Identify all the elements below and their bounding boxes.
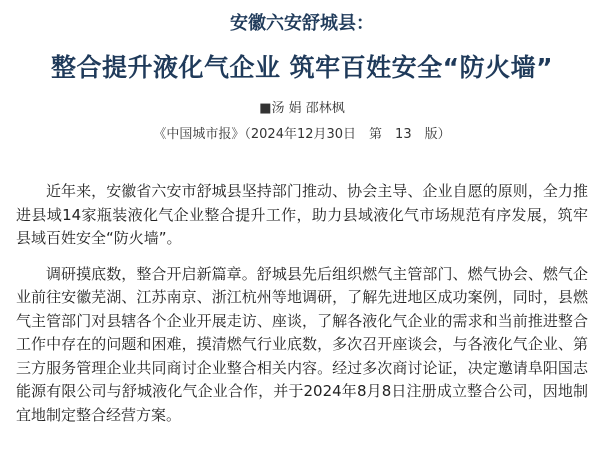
article-source: 《中国城市报》（2024年12月30日 第 13 版） xyxy=(153,127,451,142)
article-kicker: 安徽六安舒城县： xyxy=(230,13,374,34)
article-headline: 整合提升液化气企业 筑牢百姓安全“防火墙” xyxy=(50,53,554,82)
body-paragraph: 近年来，安徽省六安市舒城县坚持部门推动、协会主导、企业自愿的原则，全力推进县域14家瓶装液化气企业整合提升工作，助力县域液化气市场规范有序发展，筑牢县域百姓安全“防火墙”。 xyxy=(16,182,588,247)
body-paragraph: 调研摸底数，整合开启新篇章。舒城县先后组织燃气主管部门、燃气协会、燃气企业前往安徽芜湖、江苏南京、浙江杭州等地调研，了解先进地区成功案例，同时，县燃气主管部门对县辖各个企业开展走访、座谈，了解各液化气企业的需求和当前推进整合工作中存在的问题和困难，摸清燃气行业底数，多次召开座谈会，与各液化气企业、第三方服务管理企业共同商讨企业整合相关内容。经过多次商讨论证，决定邀请阜阳国志能源有限公司与舒城液化气企业合作，并于2024年8月8日注册成立整合公司，因地制宜地制定整合经营方案。 xyxy=(16,264,588,424)
article-byline: ■汤 娟 邵林枫 xyxy=(259,101,345,116)
article-body xyxy=(16,180,588,427)
